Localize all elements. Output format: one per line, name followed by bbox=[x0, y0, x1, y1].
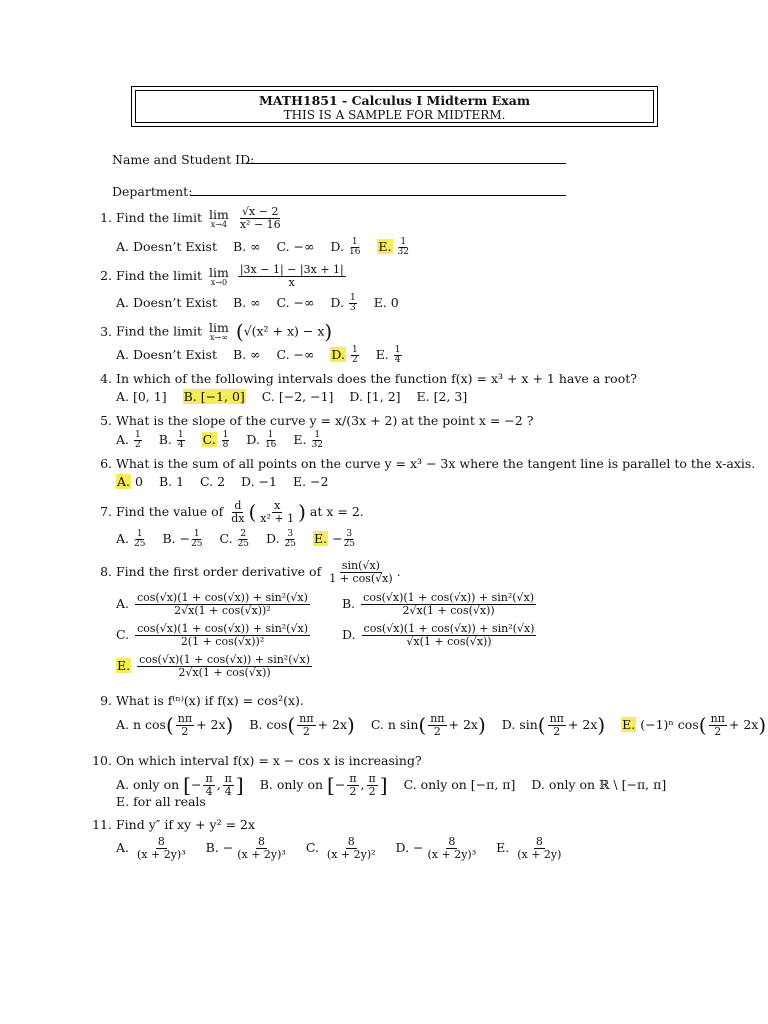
option-d[interactable]: D. $\frac{1}{3}$ bbox=[330, 293, 356, 313]
limit-expression: lim x→∞ bbox=[209, 320, 229, 342]
option-c[interactable]: C. 2 bbox=[200, 474, 226, 489]
option-c[interactable]: C. −∞ bbox=[276, 347, 315, 362]
option-a[interactable]: A. 0 bbox=[117, 474, 143, 489]
answer-highlight: A. bbox=[117, 474, 131, 489]
options-11 bbox=[116, 836, 577, 861]
option-d[interactable]: D. $\frac{3}{25}$ bbox=[266, 529, 296, 549]
answer-highlight: D. bbox=[331, 347, 345, 362]
option-e[interactable]: E. $\frac{1}{4}$ bbox=[375, 345, 401, 365]
option-e[interactable]: E. $\frac{\text{cos(√x)(1 + cos(√x)) + sin²(√x)}}{2√x(1 + \cos(√x))}$ bbox=[117, 653, 310, 679]
option-c[interactable]: C. only on [−π, π] bbox=[403, 777, 516, 792]
name-field-line[interactable] bbox=[246, 163, 566, 164]
option-e[interactable]: E. $\frac{1}{32}$ bbox=[293, 430, 323, 450]
answer-highlight: E. bbox=[622, 717, 636, 732]
limit-body: √(x² + x) − x bbox=[243, 323, 325, 339]
option-c[interactable]: C. n sin( $\frac{n\pi}{2}$ + 2x) bbox=[370, 712, 486, 738]
question-5: 5. What is the slope of the curve y = x/(3x + 2) at the point x = −2 ? bbox=[100, 413, 534, 428]
answer-highlight: E. bbox=[313, 531, 328, 546]
name-label: Name and Student ID: bbox=[112, 152, 255, 167]
option-d[interactable]: D. −1 bbox=[241, 474, 277, 489]
exam-subtitle: THIS IS A SAMPLE FOR MIDTERM. bbox=[283, 108, 506, 122]
option-d[interactable]: D. − $\frac{8}{\text{(x + 2y)³}}$ bbox=[395, 835, 477, 861]
option-b[interactable]: B. ∞ bbox=[232, 347, 261, 362]
option-d[interactable]: D. sin( $\frac{n\pi}{2}$ + 2x) bbox=[501, 712, 606, 738]
option-a[interactable]: A. Doesn’t Exist bbox=[116, 239, 217, 254]
exam-header-inner bbox=[135, 90, 654, 123]
option-b[interactable]: B. only on [− $\frac{\pi}{2}$ , $\frac{\pi}{2}$ ] bbox=[259, 772, 388, 798]
option-d[interactable]: D. $\frac{\text{cos(√x)(1 + cos(√x)) + sin²(√x)}}{√x(1 + \cos(√x))}$ bbox=[342, 622, 535, 648]
options-2 bbox=[116, 294, 411, 313]
options-1 bbox=[116, 238, 422, 257]
option-a[interactable]: A. $\frac{1}{25}$ bbox=[116, 529, 146, 549]
exam-header-box bbox=[131, 86, 658, 127]
options-3 bbox=[116, 346, 415, 365]
option-b[interactable]: B. − $\frac{8}{\text{(x + 2y)³}}$ bbox=[205, 835, 286, 861]
function-fraction: $\frac{\sin(√x)}{1 + \cos(√x)}$ bbox=[329, 559, 393, 585]
question-number: 1. bbox=[100, 210, 112, 225]
option-c[interactable]: C. $\frac{1}{8}$ bbox=[202, 430, 229, 450]
answer-highlight: E. bbox=[378, 239, 392, 254]
option-e[interactable]: E. [2, 3] bbox=[416, 389, 468, 404]
option-d[interactable]: D. $\frac{1}{16}$ bbox=[246, 430, 277, 450]
option-a[interactable]: A. $\frac{\text{cos(√x)(1 + cos(√x)) + sin²(√x)}}{\text{2√x(1 + cos(√x))²}}$ bbox=[116, 591, 308, 617]
option-e[interactable]: E. (−1)ⁿ cos( $\frac{n\pi}{2}$ + 2x) bbox=[622, 712, 767, 738]
option-b[interactable]: B. ∞ bbox=[232, 239, 261, 254]
limit-expression: lim x→4 bbox=[209, 206, 229, 229]
option-b[interactable]: B. ∞ bbox=[232, 295, 261, 310]
option-b[interactable]: B. $\frac{1}{4}$ bbox=[158, 430, 184, 450]
options-6 bbox=[116, 474, 340, 489]
option-e[interactable]: E. for all reals bbox=[116, 794, 206, 809]
option-d[interactable]: D. $\frac{1}{16}$ bbox=[330, 237, 361, 257]
limit-expression: lim x→0 bbox=[209, 264, 229, 287]
question-7: 7. Find the value of $\frac{d}{dx}$ ( $\frac{x}{\text{x² + 1}}$ ) at x = 2. bbox=[100, 499, 364, 525]
question-text: Find the limit bbox=[116, 210, 203, 225]
option-a[interactable]: A. n cos( $\frac{n\pi}{2}$ + 2x) bbox=[116, 712, 234, 738]
option-e[interactable]: E. $\frac{8}{(x + 2y)}$ bbox=[496, 835, 562, 861]
option-c[interactable]: C. $\frac{\text{cos(√x)(1 + cos(√x)) + sin²(√x)}}{\text{2(1 + cos(√x))²}}$ bbox=[116, 622, 308, 648]
department-field-line[interactable] bbox=[190, 195, 566, 196]
option-b[interactable]: B. 1 bbox=[158, 474, 185, 489]
option-a[interactable]: A. [0, 1] bbox=[116, 389, 167, 404]
options-4 bbox=[116, 389, 479, 404]
option-c[interactable]: C. $\frac{2}{25}$ bbox=[219, 529, 250, 549]
answer-highlight: C. bbox=[202, 432, 216, 447]
department-label: Department: bbox=[112, 184, 193, 199]
question-10: 10. On which interval f(x) = x − cos x is increasing? bbox=[92, 753, 422, 768]
option-a[interactable]: A. only on [− $\frac{\pi}{4}$ , $\frac{\pi}{4}$ ] bbox=[116, 772, 244, 798]
question-4: 4. In which of the following intervals does the function f(x) = x³ + x + 1 have a root? bbox=[100, 371, 637, 386]
derivative-body: $\frac{x}{\text{x² + 1}}$ bbox=[260, 499, 295, 525]
option-a[interactable]: A. Doesn’t Exist bbox=[116, 295, 217, 310]
options-10-cont bbox=[116, 794, 218, 809]
option-e[interactable]: E. 0 bbox=[373, 295, 399, 310]
question-1 bbox=[92, 206, 285, 231]
option-d[interactable]: D. [1, 2] bbox=[349, 389, 401, 404]
answer-highlight: E. bbox=[117, 658, 131, 673]
options-7 bbox=[116, 530, 368, 549]
question-8: 8. Find the first order derivative of $\frac{\sin(√x)}{1 + \cos(√x)}$ . bbox=[100, 559, 401, 585]
option-b[interactable]: B. [−1, 0] bbox=[183, 389, 245, 404]
option-e[interactable]: E. − $\frac{3}{25}$ bbox=[313, 529, 356, 549]
option-a[interactable]: A. Doesn’t Exist bbox=[116, 347, 217, 362]
exam-title: MATH1851 - Calculus I Midterm Exam bbox=[258, 93, 531, 108]
question-6: 6. What is the sum of all points on the curve y = x³ − 3x where the tangent line is parallel to the x-axis. bbox=[100, 456, 756, 471]
options-5 bbox=[116, 431, 336, 450]
option-b[interactable]: B. cos( $\frac{n\pi}{2}$ + 2x) bbox=[249, 712, 355, 738]
option-c[interactable]: C. −∞ bbox=[276, 295, 315, 310]
option-c[interactable]: C. −∞ bbox=[276, 239, 315, 254]
question-9: 9. What is f⁽ⁿ⁾(x) if f(x) = cos²(x). bbox=[100, 693, 304, 708]
option-b[interactable]: B. $\frac{\text{cos(√x)(1 + cos(√x)) + sin²(√x)}}{2√x(1 + \cos(√x))}$ bbox=[342, 591, 535, 617]
question-11: 11. Find y″ if xy + y² = 2x bbox=[92, 817, 256, 832]
option-b[interactable]: B. − $\frac{1}{25}$ bbox=[162, 529, 203, 549]
derivative-operator: $\frac{d}{dx}$ bbox=[231, 499, 245, 525]
question-2: 2. Find the limit lim x→0 $\frac{|3x - 1| - |3x + 1|}{x}$ bbox=[100, 263, 344, 289]
options-9 bbox=[116, 713, 768, 738]
option-d[interactable]: D. only on ℝ \ [−π, π] bbox=[531, 777, 667, 792]
option-a[interactable]: A. $\frac{8}{\text{(x + 2y)³}}$ bbox=[116, 835, 186, 861]
option-d[interactable]: D. $\frac{1}{2}$ bbox=[331, 345, 358, 365]
question-3: 3. Find the limit lim x→∞ (√(x² + x) − x) bbox=[100, 319, 333, 344]
limit-fraction: $\frac{|3x - 1| - |3x + 1|}{x}$ bbox=[239, 263, 344, 289]
option-e[interactable]: E. $\frac{1}{32}$ bbox=[378, 237, 409, 257]
option-e[interactable]: E. −2 bbox=[292, 474, 329, 489]
option-c[interactable]: C. $\frac{8}{\text{(x + 2y)²}}$ bbox=[305, 835, 376, 861]
option-a[interactable]: A. $\frac{1}{2}$ bbox=[116, 430, 141, 450]
option-c[interactable]: C. [−2, −1] bbox=[261, 389, 334, 404]
limit-fraction: $\frac{√x - 2}{\text{x² − 16}}$ bbox=[239, 205, 281, 231]
